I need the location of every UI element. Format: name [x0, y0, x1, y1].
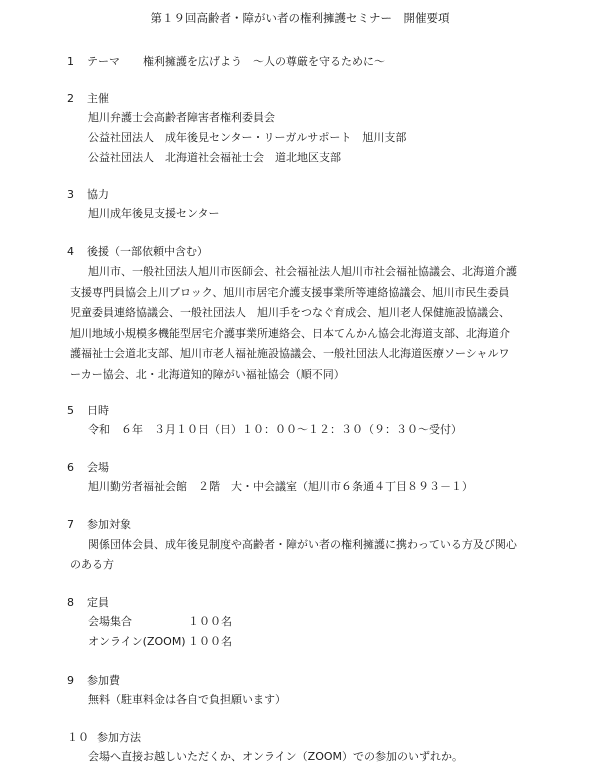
section-10-label: 参加方法 — [97, 731, 141, 744]
venue-value: 旭川勤労者福祉会館 ２階 大・中会議室（旭川市６条通４丁目８９３－１） — [88, 480, 473, 493]
target-line: のある方 — [70, 558, 114, 571]
section-3-label: 協力 — [87, 188, 109, 201]
section-1-label: テーマ — [87, 55, 120, 68]
host-item: 公益社団法人 成年後見センター・リーガルサポート 旭川支部 — [88, 131, 407, 144]
section-2-number: 2 — [67, 92, 74, 105]
section-6-number: 6 — [67, 461, 74, 474]
support-line: 支援専門員協会上川ブロック、旭川市居宅介護支援事業所等連絡協議会、旭川市民生委員 — [70, 286, 510, 299]
support-line: 護福祉士会道北支部、旭川市老人福祉施設協議会、一般社団法人北海道医療ソーシャルワ — [70, 347, 510, 360]
section-9-number: 9 — [67, 674, 74, 687]
capacity-label: オンライン(ZOOM) — [88, 635, 186, 648]
section-8-number: 8 — [67, 596, 74, 609]
section-8-label: 定員 — [87, 596, 109, 609]
target-line: 関係団体会員、成年後見制度や高齢者・障がい者の権利擁護に携わっている方及び関心 — [88, 538, 517, 551]
section-7-number: 7 — [67, 518, 74, 531]
section-3-number: 3 — [67, 188, 74, 201]
support-line: 児童委員連絡協議会、一般社団法人 旭川手をつなぐ育成会、旭川老人保健施設協議会、 — [70, 306, 510, 319]
capacity-value: １００名 — [188, 615, 232, 628]
support-line: 旭川地域小規模多機能型居宅介護事業所連絡会、日本てんかん協会北海道支部、北海道介 — [70, 327, 510, 340]
capacity-value: １００名 — [188, 635, 232, 648]
page-title: 第１９回高齢者・障がい者の権利擁護セミナー 開催要項 — [150, 11, 450, 25]
method-value: 会場へ直接お越しいただくか、オンライン（ZOOM）での参加のいずれか。 — [88, 750, 464, 763]
section-10-number: １０ — [67, 731, 89, 744]
host-item: 公益社団法人 北海道社会福祉士会 道北地区支部 — [88, 151, 341, 164]
cooperation-value: 旭川成年後見支援センター — [88, 207, 220, 220]
section-5-number: 5 — [67, 404, 74, 417]
section-2-label: 主催 — [87, 92, 109, 105]
section-9-label: 参加費 — [87, 674, 120, 687]
date-value: 令和 ６年 ３月１０日（日）１０：００～１２：３０（９：３０～受付） — [88, 423, 462, 436]
fee-value: 無料（駐車料金は各自で負担願います） — [88, 693, 286, 706]
capacity-label: 会場集合 — [88, 615, 132, 628]
section-4-number: 4 — [67, 245, 74, 258]
section-6-label: 会場 — [87, 461, 109, 474]
host-item: 旭川弁護士会高齢者障害者権利委員会 — [88, 111, 275, 124]
section-5-label: 日時 — [87, 404, 109, 417]
support-line: ーカー協会、北・北海道知的障がい福祉協会（順不同） — [70, 368, 345, 381]
section-1-number: 1 — [67, 55, 74, 68]
theme-value: 権利擁護を広げよう ～人の尊厳を守るために～ — [143, 55, 385, 68]
section-7-label: 参加対象 — [87, 518, 131, 531]
section-4-label: 後援（一部依頼中含む） — [87, 245, 208, 258]
support-line: 旭川市、一般社団法人旭川市医師会、社会福祉法人旭川市社会福祉協議会、北海道介護 — [88, 265, 517, 278]
